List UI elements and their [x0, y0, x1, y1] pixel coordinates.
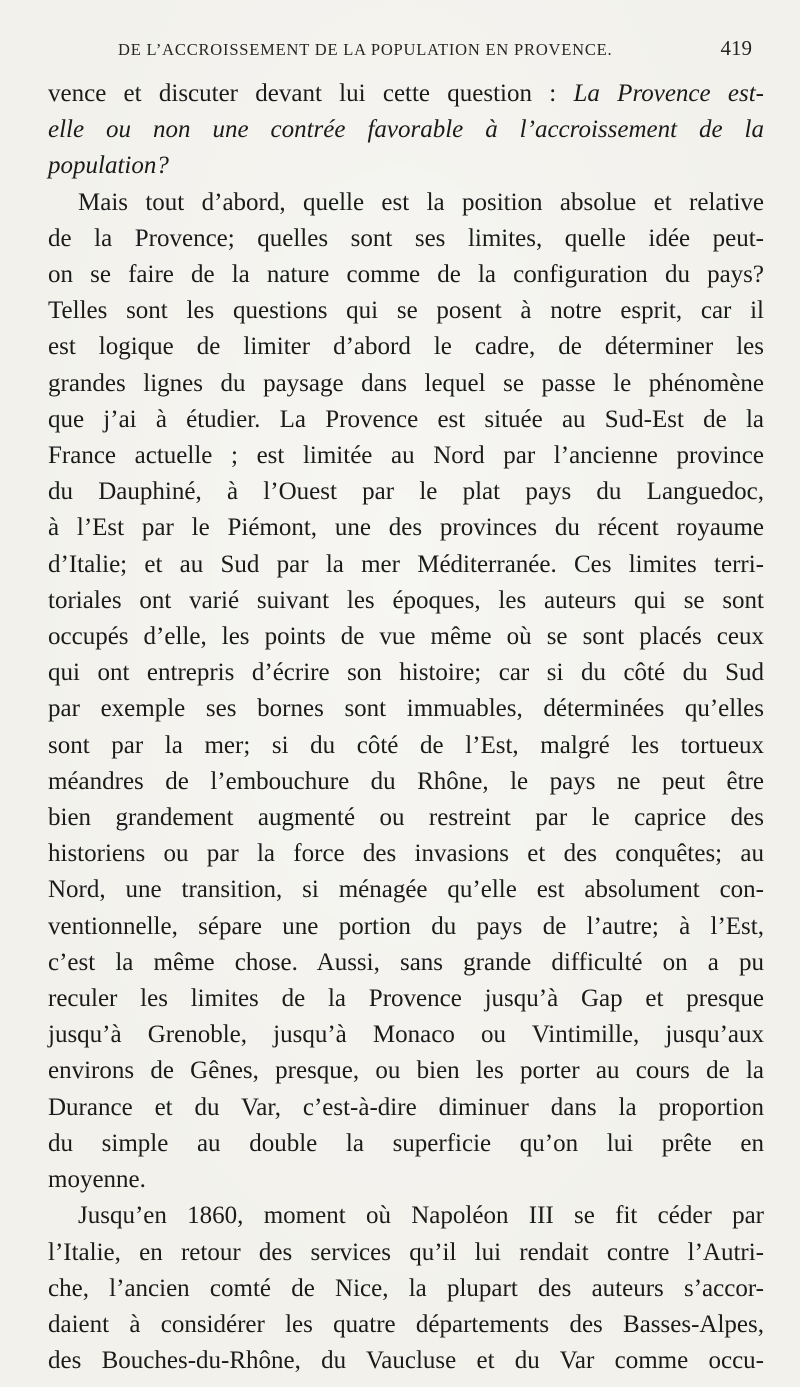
text-line: toriales ont varié suivant les époques, les auteurs qui se sont — [48, 586, 764, 614]
text-line: on se faire de la nature comme de la configuration du pays? — [48, 261, 764, 289]
text-line: par exemple ses bornes sont immuables, déterminées qu’elles — [48, 695, 764, 723]
text-line: Nord, une transition, si ménagée qu’elle est absolument con- — [48, 876, 764, 904]
text-line: bien grandement augmenté ou restreint par le caprice des — [48, 804, 764, 832]
text-line: des Bouches-du-Rhône, du Vaucluse et du Var comme occu- — [48, 1347, 764, 1375]
page-header — [48, 38, 764, 68]
text-line: France actuelle ; est limitée au Nord par l’ancienne province — [48, 442, 764, 470]
text-line: reculer les limites de la Provence jusqu’à Gap et presque — [48, 985, 764, 1013]
body-text — [48, 76, 764, 1379]
text-line: ventionnelle, sépare une portion du pays de l’autre; à l’Est, — [48, 912, 764, 940]
paragraph-start: Jusqu’en 1860, moment où Napoléon III se fit céder par — [78, 1202, 764, 1230]
text-line: c’est la même chose. Aussi, sans grande difficulté on a pu — [48, 948, 764, 976]
text-line: elle ou non une contrée favorable à l’accroissement de la — [48, 116, 764, 144]
italic-question: La Provence est- — [573, 80, 764, 107]
text-line: du Dauphiné, à l’Ouest par le plat pays du Languedoc, — [48, 478, 764, 506]
text-line: du simple au double la superficie qu’on lui prête en — [48, 1129, 764, 1157]
text-line: historiens ou par la force des invasions et des conquêtes; au — [48, 840, 764, 868]
line-text: vence et discuter devant lui cette question : — [48, 80, 574, 107]
text-line: environs de Gênes, presque, ou bien les porter au cours de la — [48, 1057, 764, 1085]
text-line: de la Provence; quelles sont ses limites, quelle idée peut- — [48, 224, 764, 252]
running-head: DE L’ACCROISSEMENT DE LA POPULATION EN PROVENCE. — [118, 40, 613, 59]
text-line: Telles sont les questions qui se posent à notre esprit, car il — [48, 297, 764, 325]
text-line: est logique de limiter d’abord le cadre, de déterminer les — [48, 333, 764, 361]
text-line: d’Italie; et au Sud par la mer Méditerranée. Ces limites terri- — [48, 550, 764, 578]
text-line: jusqu’à Grenoble, jusqu’à Monaco ou Vintimille, jusqu’aux — [48, 1021, 764, 1049]
paragraph-start: Mais tout d’abord, quelle est la position absolue et relative — [78, 188, 764, 216]
text-line: occupés d’elle, les points de vue même où se sont placés ceux — [48, 623, 764, 651]
text-line: qui ont entrepris d’écrire son histoire; car si du côté du Sud — [48, 659, 764, 687]
text-line: daient à considérer les quatre départements des Basses-Alpes, — [48, 1310, 764, 1338]
text-line: que j’ai à étudier. La Provence est située au Sud-Est de la — [48, 405, 764, 433]
text-line: grandes lignes du paysage dans lequel se passe le phénomène — [48, 369, 764, 397]
text-line: che, l’ancien comté de Nice, la plupart des auteurs s’accor- — [48, 1274, 764, 1302]
text-line: méandres de l’embouchure du Rhône, le pays ne peut être — [48, 767, 764, 795]
page-number: 419 — [720, 36, 752, 60]
text-line: sont par la mer; si du côté de l’Est, malgré les tortueux — [48, 731, 764, 759]
text-line: l’Italie, en retour des services qu’il lui rendait contre l’Autri- — [48, 1238, 764, 1266]
text-line — [48, 76, 764, 112]
text-line: Durance et du Var, c’est-à-dire diminuer dans la proportion — [48, 1093, 764, 1121]
text-line: population? — [48, 152, 169, 180]
text-line: moyenne. — [48, 1166, 146, 1194]
text-line: à l’Est par le Piémont, une des provinces du récent royaume — [48, 514, 764, 542]
